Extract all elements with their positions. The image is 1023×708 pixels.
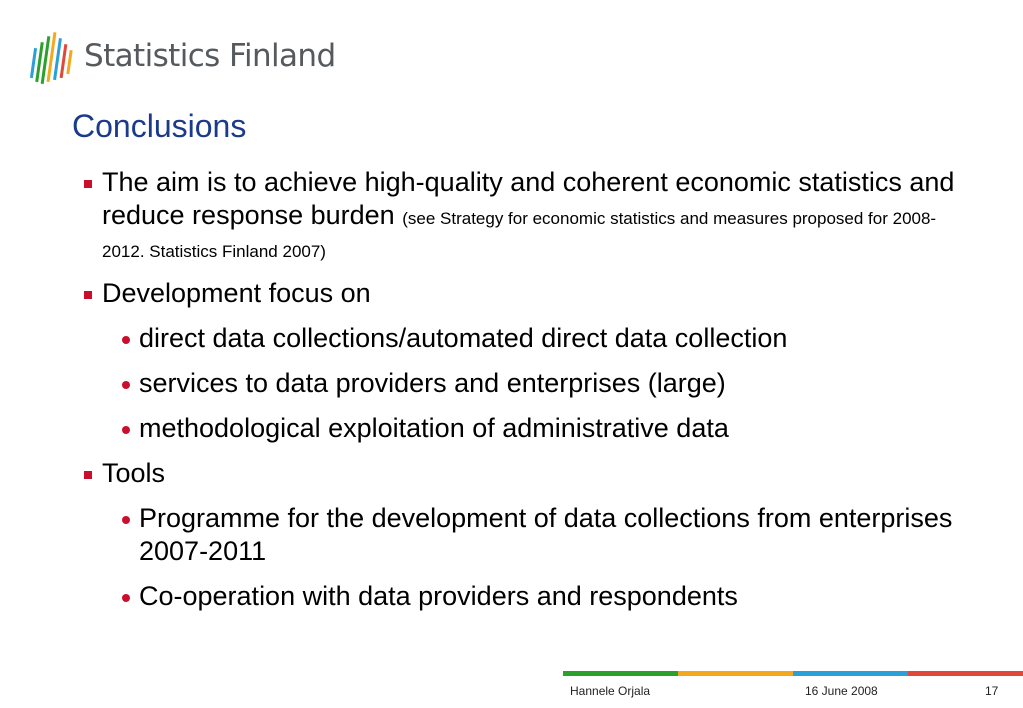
stripe-blue (793, 671, 908, 676)
footer-date: 16 June 2008 (805, 684, 878, 698)
slide-title: Conclusions (72, 108, 247, 144)
round-bullet-icon (122, 336, 130, 344)
bullet-text: Tools (102, 458, 166, 488)
round-bullet-icon (122, 594, 130, 602)
round-bullet-icon (122, 426, 130, 434)
sub-bullet-item (78, 412, 978, 445)
square-bullet-icon (84, 291, 92, 299)
round-bullet-icon (122, 381, 130, 389)
footer-author: Hannele Orjala (570, 684, 651, 698)
sub-bullet-text: Co-operation with data providers and respondents (139, 581, 738, 611)
statistics-finland-logo (30, 30, 360, 90)
bullet-text: The aim is to achieve high-quality and coherent economic statistics and reduce response burden (102, 167, 955, 230)
sub-bullet-text: Programme for the development of data collections from enterprises 2007-2011 (139, 503, 953, 566)
sub-bullet-item (78, 580, 978, 613)
round-bullet-icon (122, 516, 130, 524)
sub-bullet-text: methodological exploitation of administrative data (139, 413, 729, 443)
logo-bars-icon (30, 30, 80, 90)
bullet-text: Development focus on (102, 278, 371, 308)
sub-bullet-text: direct data collections/automated direct data collection (139, 323, 788, 353)
sub-bullet-text: services to data providers and enterprises (large) (139, 368, 726, 398)
sub-bullet-item (78, 367, 978, 400)
square-bullet-icon (84, 180, 92, 188)
footer-page-number: 17 (985, 684, 999, 698)
bullet-list (78, 166, 978, 613)
bullet-note: (see Strategy for economic statistics and measures proposed for 2008-2012. Statistics Finland 2007) (102, 209, 937, 261)
stripe-yellow (678, 671, 793, 676)
footer-color-stripe (563, 671, 1023, 676)
square-bullet-icon (84, 471, 92, 479)
sub-bullet-item (78, 502, 978, 568)
bullet-item (78, 457, 978, 490)
sub-bullet-item (78, 322, 978, 355)
bullet-item (78, 277, 978, 310)
bullet-item (78, 166, 978, 265)
logo-text: Statistics Finland (84, 38, 336, 74)
stripe-green (563, 671, 678, 676)
stripe-red (908, 671, 1023, 676)
